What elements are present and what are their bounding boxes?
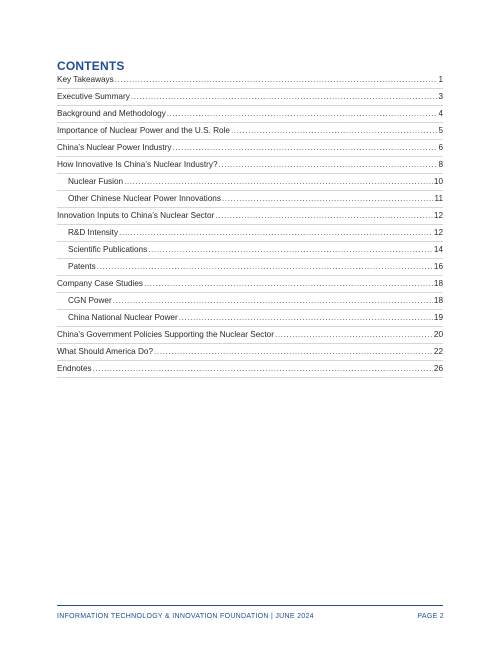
toc-dot-leader (222, 191, 434, 207)
toc-dot-leader (113, 293, 433, 309)
toc-entry-title: Key Takeaways (57, 75, 114, 84)
toc-entry-title: Patents (68, 262, 96, 271)
toc-dot-leader (97, 259, 433, 275)
toc-dot-leader (119, 225, 433, 241)
toc-entry[interactable] (57, 140, 443, 157)
toc-entry[interactable] (57, 157, 443, 174)
toc-entry-title: What Should America Do? (57, 347, 154, 356)
toc-entry-title: CGN Power (68, 296, 112, 305)
footer-organization-date: INFORMATION TECHNOLOGY & INNOVATION FOUNDATION | JUNE 2024 (57, 613, 314, 620)
toc-entry-page: 18 (433, 296, 443, 305)
toc-entry[interactable] (57, 259, 443, 276)
toc-entry-page: 19 (433, 313, 443, 322)
toc-entry[interactable] (57, 106, 443, 123)
toc-dot-leader (93, 361, 433, 377)
contents-heading: CONTENTS (57, 59, 125, 73)
toc-entry-page: 1 (438, 75, 443, 84)
toc-dot-leader (275, 327, 433, 343)
toc-dot-leader (144, 276, 433, 292)
toc-entry-title: China National Nuclear Power (68, 313, 178, 322)
toc-entry[interactable] (57, 361, 443, 378)
toc-dot-leader (219, 157, 438, 173)
toc-entry-page: 22 (433, 347, 443, 356)
toc-entry-page: 12 (433, 211, 443, 220)
toc-entry-page: 26 (433, 364, 443, 373)
toc-entry-title: How Innovative Is China’s Nuclear Industry? (57, 160, 218, 169)
toc-entry-page: 14 (433, 245, 443, 254)
toc-entry[interactable] (57, 276, 443, 293)
toc-entry-page: 11 (434, 194, 443, 203)
toc-entry-page: 20 (433, 330, 443, 339)
toc-entry-title: Endnotes (57, 364, 92, 373)
toc-entry[interactable] (57, 208, 443, 225)
toc-dot-leader (215, 208, 433, 224)
toc-entry-title: Importance of Nuclear Power and the U.S. Role (57, 126, 230, 135)
toc-entry-page: 8 (438, 160, 443, 169)
toc-dot-leader (131, 89, 438, 105)
toc-entry[interactable] (57, 293, 443, 310)
toc-dot-leader (148, 242, 433, 258)
toc-entry[interactable] (57, 89, 443, 106)
toc-entry-title: Background and Methodology (57, 109, 166, 118)
toc-entry-page: 6 (438, 143, 443, 152)
toc-dot-leader (167, 106, 438, 122)
toc-entry-title: Company Case Studies (57, 279, 144, 288)
toc-entry[interactable] (57, 242, 443, 259)
toc-entry-title: China’s Nuclear Power Industry (57, 143, 172, 152)
toc-entry-page: 4 (438, 109, 443, 118)
toc-entry[interactable] (57, 344, 443, 361)
toc-entry[interactable] (57, 191, 443, 208)
toc-entry-title: R&D Intensity (68, 228, 119, 237)
toc-dot-leader (173, 140, 438, 156)
toc-entry-title: Innovation Inputs to China’s Nuclear Sector (57, 211, 215, 220)
toc-entry-page: 10 (433, 177, 443, 186)
toc-entry[interactable] (57, 310, 443, 327)
footer-page-number: PAGE 2 (417, 613, 444, 620)
toc-entry-page: 18 (433, 279, 443, 288)
toc-entry-page: 12 (433, 228, 443, 237)
toc-dot-leader (115, 72, 438, 88)
toc-dot-leader (124, 174, 433, 190)
toc-dot-leader (231, 123, 438, 139)
toc-entry[interactable] (57, 72, 443, 89)
toc-entry-page: 5 (438, 126, 443, 135)
footer-divider (57, 605, 443, 606)
toc-entry-title: Other Chinese Nuclear Power Innovations (68, 194, 221, 203)
toc-dot-leader (154, 344, 433, 360)
toc-entry-title: Nuclear Fusion (68, 177, 124, 186)
toc-entry[interactable] (57, 225, 443, 242)
toc-entry-title: Executive Summary (57, 92, 130, 101)
toc-entry-page: 3 (438, 92, 443, 101)
toc-entry-title: China’s Government Policies Supporting the Nuclear Sector (57, 330, 274, 339)
toc-entry[interactable] (57, 327, 443, 344)
toc-entry-title: Scientific Publications (68, 245, 148, 254)
toc-entry[interactable] (57, 123, 443, 140)
toc-entry[interactable] (57, 174, 443, 191)
toc-entry-page: 16 (433, 262, 443, 271)
toc-dot-leader (179, 310, 433, 326)
table-of-contents (57, 72, 443, 378)
